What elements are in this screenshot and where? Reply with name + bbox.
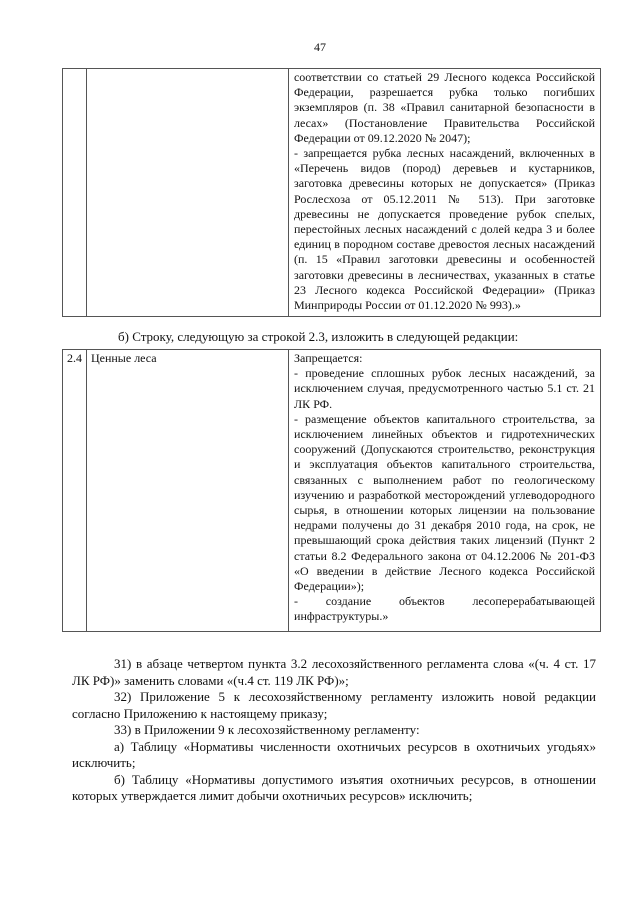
table-row bbox=[63, 69, 601, 317]
paragraph-33a: а) Таблицу «Нормативы численности охотничьих ресурсов в охотничьих угодьях» исключить; bbox=[72, 738, 596, 770]
table-row bbox=[63, 350, 601, 632]
paragraph-33b: б) Таблицу «Нормативы допустимого изъятия охотничьих ресурсов, в отношении которых утверждается лимит добычи охотничьих ресурсов» исключить; bbox=[72, 771, 596, 803]
regulation-table-continued bbox=[62, 68, 601, 317]
amendment-b-text: б) Строку, следующую за строкой 2.3, изложить в следующей редакции: bbox=[118, 329, 519, 344]
content-paragraph: - создание объектов лесоперерабатывающей инфраструктуры.» bbox=[294, 594, 595, 624]
content-paragraph: соответствии со статьей 29 Лесного кодекса Российской Федерации, разрешается рубка только погибших экземпляров (п. 38 «Правил санитарной безопасности в лесах» (Постановление Правительства Российской Федерации от 09.12.2020 № 2047); bbox=[293, 70, 595, 145]
paragraph-32: 32) Приложение 5 к лесохозяйственному регламенту изложить новой редакции согласно Приложению к настоящему приказу; bbox=[72, 689, 596, 721]
content-cell bbox=[289, 350, 601, 632]
content-paragraph: - запрещается рубка лесных насаждений, включенных в «Перечень видов (пород) деревьев и кустарников, заготовка древесины которых не допускается» (Приказ Рослесхоза от 05.12.2011 № 513). При заготовке древесины не допускается проведение рубок спелых, перестойных лесных насаждений с долей кедра 3 и более единиц в породном составе древостоя лесных насаждений (п. 15 «Правил заготовки древесины и особенностей заготовки древесины в лесничествах, указанных в статье 23 Лесного кодекса Российской Федерации» (Приказ Минприроды России от 01.12.2020 № 993).» bbox=[293, 146, 595, 313]
content-paragraph: - проведение сплошных рубок лесных насаждений, за исключением случая, предусмотренного частью 5.1 ст. 21 ЛК РФ. bbox=[294, 366, 595, 411]
name-cell bbox=[86, 69, 288, 317]
content-paragraph: - размещение объектов капитального строительства, за исключением линейных объектов и гидротехнических сооружений (Допускаются строительство, реконструкция и эксплуатация объектов капитального строительства, связанных с выполнением работ по геологическому изучению и разработкой месторождений углеводородного сырья, в отношении которых лицензии на пользование недрами получены до 31 декабря 2010 года, на срок, не превышающий срока действия таких лицензий (Пункт 2 статьи 8.2 Федерального закона от 04.12.2006 № 201-ФЗ «О введении в действие Лесного кодекса Российской Федерации»); bbox=[294, 411, 595, 594]
forest-category-name: Ценные леса bbox=[90, 351, 157, 365]
paragraph-31: 31) в абзаце четвертом пункта 3.2 лесохозяйственного регламента слова «(ч. 4 ст. 17 ЛК РФ)» заменить словами «(ч.4 ст. 119 ЛК РФ)»; bbox=[72, 656, 596, 688]
name-cell bbox=[86, 350, 288, 632]
amendment-paragraphs bbox=[72, 656, 596, 805]
row-number: 2.4 bbox=[67, 351, 82, 365]
content-paragraph: Запрещается: bbox=[294, 351, 363, 365]
page-number: 47 bbox=[314, 40, 326, 54]
regulation-table-new-row bbox=[62, 349, 601, 632]
number-cell bbox=[63, 350, 87, 632]
number-cell bbox=[63, 69, 87, 317]
paragraph-33: 33) в Приложении 9 к лесохозяйственному регламенту: bbox=[114, 722, 420, 737]
content-cell bbox=[288, 69, 600, 317]
